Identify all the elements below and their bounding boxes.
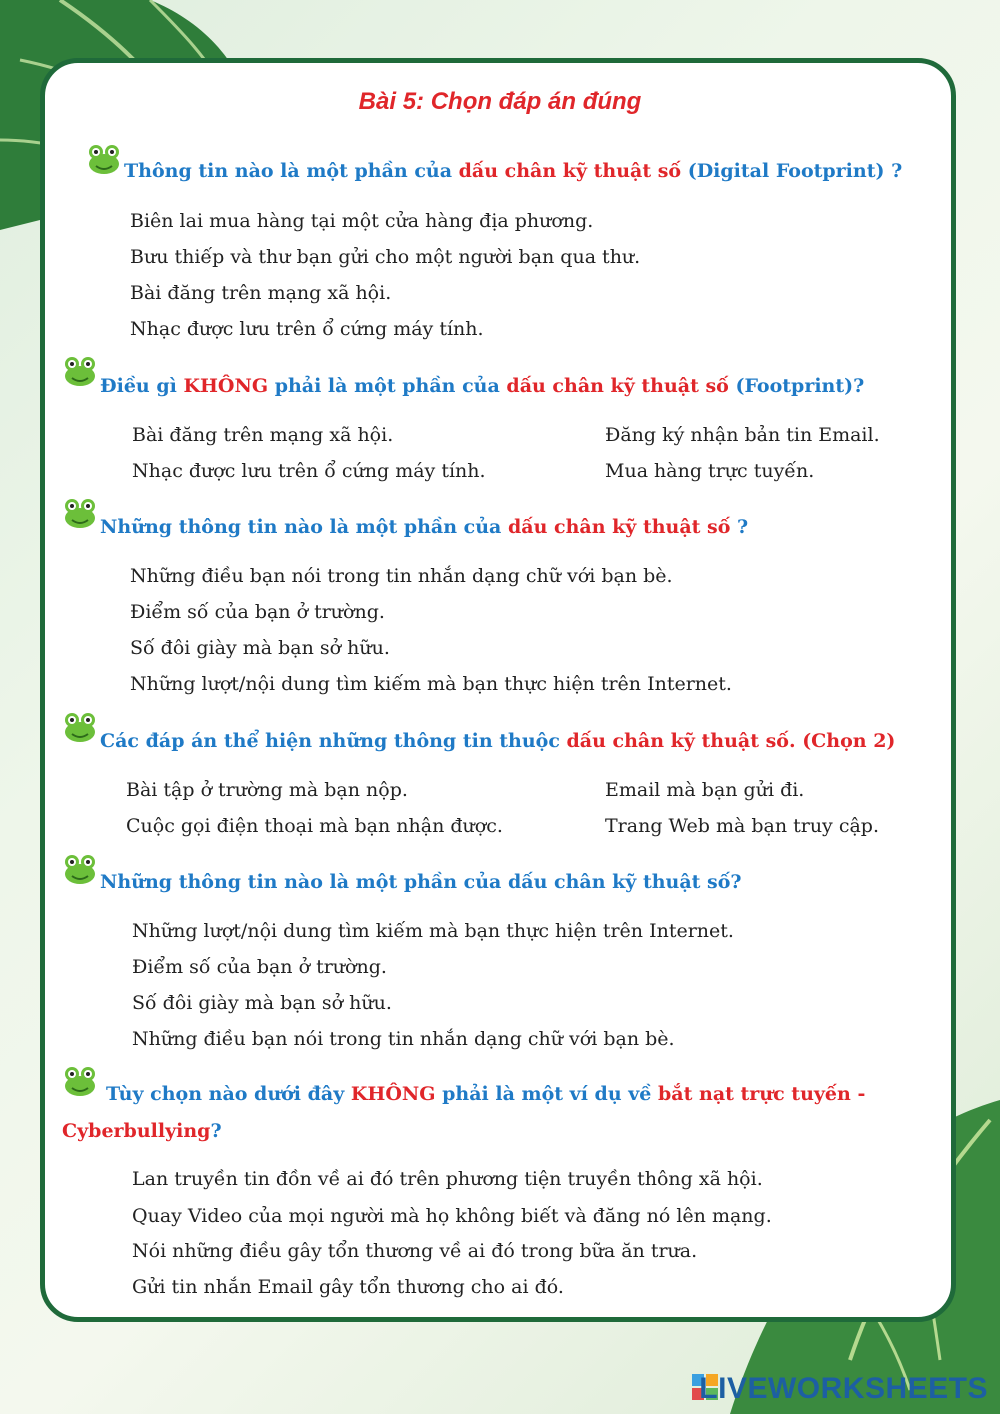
option-text[interactable]: Lan truyền tin đồn về ai đó trên phương tiện truyền thông xã hội. bbox=[132, 1168, 763, 1190]
option-text[interactable]: Những lượt/nội dung tìm kiếm mà bạn thực hiện trên Internet. bbox=[132, 920, 734, 942]
question-text: Các đáp án thể hiện những thông tin thuộc bbox=[100, 730, 567, 752]
option-text[interactable]: Quay Video của mọi người mà họ không biết và đăng nó lên mạng. bbox=[132, 1205, 772, 1227]
question-highlight: bắt nạt trực tuyến - bbox=[658, 1083, 866, 1105]
option-text[interactable]: Đăng ký nhận bản tin Email. bbox=[605, 424, 880, 446]
option-text[interactable]: Gửi tin nhắn Email gây tổn thương cho ai đó. bbox=[132, 1276, 564, 1298]
option-text[interactable]: Trang Web mà bạn truy cập. bbox=[605, 815, 879, 837]
option-text[interactable]: Bài đăng trên mạng xã hội. bbox=[130, 282, 392, 304]
question-1 bbox=[124, 160, 902, 182]
option-text[interactable]: Điểm số của bạn ở trường. bbox=[132, 956, 387, 978]
question-text: phải là một ví dụ về bbox=[435, 1083, 659, 1105]
option-text[interactable]: Số đôi giày mà bạn sở hữu. bbox=[132, 992, 392, 1014]
question-text: ? bbox=[210, 1120, 222, 1142]
question-highlight: dấu chân kỹ thuật số. (Chọn 2) bbox=[566, 730, 896, 752]
frog-icon bbox=[62, 352, 98, 388]
question-text: Thông tin nào là một phần của bbox=[124, 160, 459, 182]
option-text[interactable]: Số đôi giày mà bạn sở hữu. bbox=[130, 637, 390, 659]
question-3 bbox=[100, 516, 748, 538]
question-5 bbox=[100, 871, 742, 893]
option-text[interactable]: Những điều bạn nói trong tin nhắn dạng chữ với bạn bè. bbox=[132, 1028, 675, 1050]
frog-icon bbox=[86, 140, 122, 176]
option-text[interactable]: Email mà bạn gửi đi. bbox=[605, 779, 805, 801]
question-4 bbox=[100, 730, 895, 752]
question-text: ? bbox=[730, 516, 749, 538]
question-highlight: KHÔNG bbox=[350, 1083, 436, 1105]
option-text[interactable]: Những lượt/nội dung tìm kiếm mà bạn thực hiện trên Internet. bbox=[130, 673, 732, 695]
option-text[interactable]: Nhạc được lưu trên ổ cứng máy tính. bbox=[132, 460, 486, 482]
option-text[interactable]: Mua hàng trực tuyến. bbox=[605, 460, 815, 482]
frog-icon bbox=[62, 1062, 98, 1098]
question-highlight: KHÔNG bbox=[183, 375, 269, 397]
option-text[interactable]: Bưu thiếp và thư bạn gửi cho một người bạn qua thư. bbox=[130, 246, 641, 268]
question-highlight: Cyberbullying bbox=[62, 1120, 211, 1142]
question-highlight: dấu chân kỹ thuật số bbox=[458, 160, 682, 182]
option-text[interactable]: Biên lai mua hàng tại một cửa hàng địa phương. bbox=[130, 210, 594, 232]
question-text: (Digital Footprint) ? bbox=[681, 160, 903, 182]
question-6-line-2 bbox=[62, 1120, 222, 1142]
option-text[interactable]: Nhạc được lưu trên ổ cứng máy tính. bbox=[130, 318, 484, 340]
question-text: Điều gì bbox=[100, 375, 184, 397]
option-text[interactable]: Điểm số của bạn ở trường. bbox=[130, 601, 385, 623]
question-6 bbox=[106, 1083, 865, 1105]
frog-icon bbox=[62, 494, 98, 530]
option-text[interactable]: Bài tập ở trường mà bạn nộp. bbox=[126, 779, 408, 801]
question-highlight: dấu chân kỹ thuật số bbox=[506, 375, 729, 397]
question-text: Những thông tin nào là một phần của dấu chân kỹ thuật số? bbox=[100, 871, 742, 893]
question-text: Những thông tin nào là một phần của bbox=[100, 516, 508, 538]
question-highlight: dấu chân kỹ thuật số bbox=[507, 516, 731, 538]
question-2 bbox=[100, 375, 864, 397]
worksheet-title: Bài 5: Chọn đáp án đúng bbox=[358, 88, 642, 115]
question-text: Tùy chọn nào dưới đây bbox=[106, 1083, 351, 1105]
option-text[interactable]: Những điều bạn nói trong tin nhắn dạng chữ với bạn bè. bbox=[130, 565, 673, 587]
frog-icon bbox=[62, 708, 98, 744]
liveworksheets-brand[interactable]: LIVEWORKSHEETS bbox=[699, 1372, 988, 1405]
question-text: phải là một phần của bbox=[268, 375, 507, 397]
option-text[interactable]: Bài đăng trên mạng xã hội. bbox=[132, 424, 394, 446]
option-text[interactable]: Nói những điều gây tổn thương về ai đó trong bữa ăn trưa. bbox=[132, 1240, 698, 1262]
option-text[interactable]: Cuộc gọi điện thoại mà bạn nhận được. bbox=[126, 815, 503, 837]
question-text: (Footprint)? bbox=[728, 375, 865, 397]
frog-icon bbox=[62, 850, 98, 886]
